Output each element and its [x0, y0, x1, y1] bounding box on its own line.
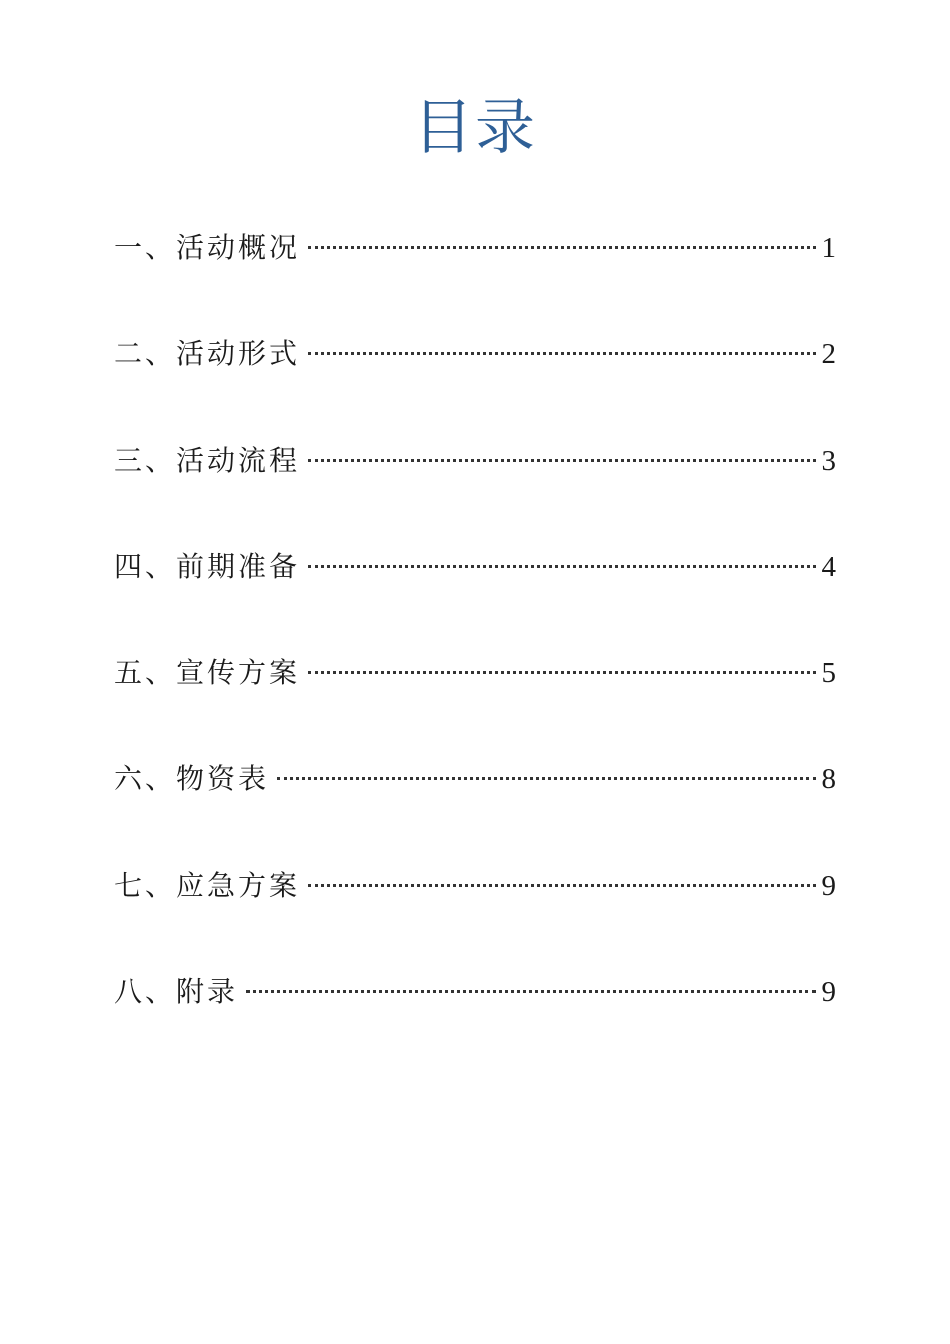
toc-entry-7[interactable] — [114, 864, 836, 908]
toc-entry-page-number: 1 — [821, 232, 836, 264]
toc-entry-page-number: 5 — [821, 657, 836, 690]
toc-dot-leader — [308, 565, 815, 568]
toc-entry-label: 三、活动流程 — [114, 443, 301, 477]
toc-dot-leader — [308, 884, 815, 887]
toc-entry-label: 一、活动概况 — [114, 231, 301, 264]
toc-entry-label: 四、前期准备 — [114, 549, 301, 583]
toc-dot-leader — [308, 459, 815, 462]
toc-entry-3[interactable] — [114, 439, 836, 483]
toc-entry-page-number: 9 — [821, 869, 836, 902]
toc-entry-label: 六、物资表 — [114, 762, 270, 796]
toc-title: 目录 — [413, 93, 537, 163]
toc-entry-6[interactable] — [114, 757, 836, 801]
toc-entry-page-number: 9 — [821, 976, 836, 1009]
toc-entry-label: 五、宣传方案 — [114, 656, 301, 690]
toc-entry-label: 八、附录 — [114, 975, 239, 1009]
toc-entry-page-number: 3 — [821, 444, 836, 477]
toc-dot-leader — [308, 671, 815, 674]
toc-entry-page-number: 2 — [821, 338, 836, 371]
toc-entry-page-number: 4 — [821, 550, 836, 583]
toc-entry-2[interactable] — [114, 332, 836, 376]
toc-dot-leader — [308, 246, 815, 249]
toc-list — [114, 226, 836, 1076]
toc-dot-leader — [308, 352, 815, 355]
toc-dot-leader — [246, 990, 815, 993]
toc-entry-8[interactable] — [114, 970, 836, 1014]
toc-entry-5[interactable] — [114, 651, 836, 695]
toc-entry-1[interactable] — [114, 226, 836, 270]
toc-entry-label: 二、活动形式 — [114, 337, 301, 371]
toc-entry-label: 七、应急方案 — [114, 868, 301, 902]
toc-dot-leader — [277, 777, 815, 780]
toc-entry-page-number: 8 — [821, 763, 836, 796]
toc-entry-4[interactable] — [114, 545, 836, 589]
